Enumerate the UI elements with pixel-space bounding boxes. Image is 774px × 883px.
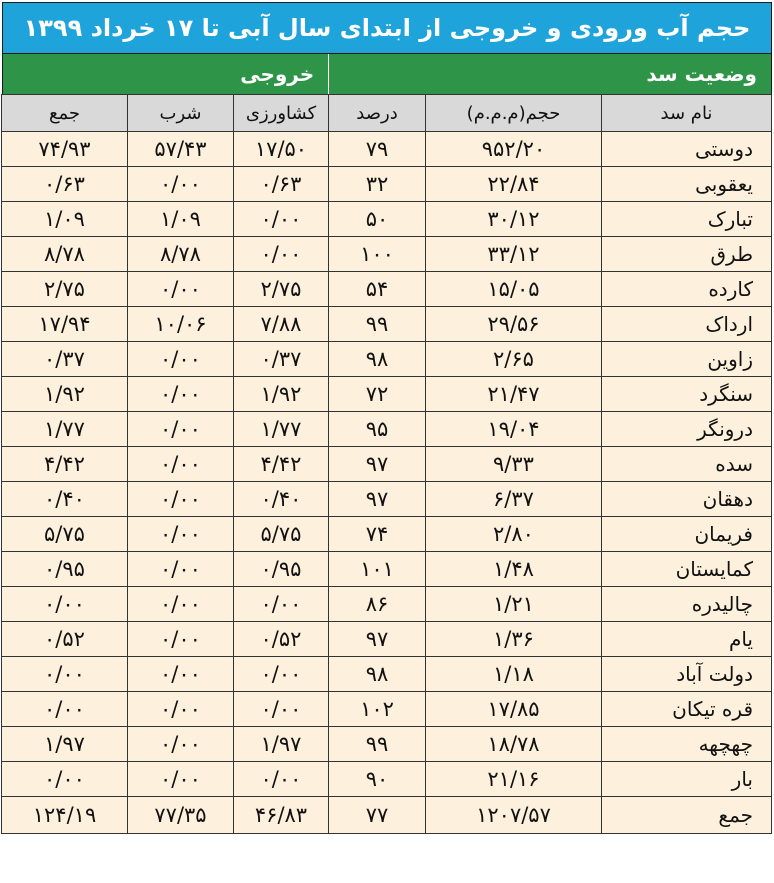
agriculture-cell: ۱/۷۷: [234, 412, 329, 447]
agriculture-cell: ۰/۰۰: [234, 762, 329, 797]
volume-cell: ۹۵۲/۲۰: [426, 132, 602, 167]
dam-name-cell: چالیدره: [602, 587, 772, 622]
drinking-cell: ۰/۰۰: [128, 412, 234, 447]
table-row: [2, 587, 772, 622]
dam-name-cell: زاوین: [602, 342, 772, 377]
total-cell: ۰/۴۰: [2, 482, 128, 517]
agriculture-cell: ۰/۰۰: [234, 692, 329, 727]
header-row: [2, 95, 772, 132]
header-agriculture: کشاورزی: [234, 95, 329, 132]
drinking-cell: ۰/۰۰: [128, 552, 234, 587]
dam-name-cell: فریمان: [602, 517, 772, 552]
table-row: [2, 377, 772, 412]
drinking-cell: ۰/۰۰: [128, 517, 234, 552]
dam-name-cell: سنگرد: [602, 377, 772, 412]
dam-name-cell: ارداک: [602, 307, 772, 342]
table-row: [2, 132, 772, 167]
group-dam-status: وضعیت سد: [329, 54, 771, 94]
total-cell: ۱۷/۹۴: [2, 307, 128, 342]
table-row: [2, 167, 772, 202]
volume-cell: ۲۹/۵۶: [426, 307, 602, 342]
dam-name-cell: چهچهه: [602, 727, 772, 762]
percent-cell: ۹۹: [329, 307, 426, 342]
total-cell: ۲/۷۵: [2, 272, 128, 307]
volume-cell: ۱۲۰۷/۵۷: [426, 797, 602, 834]
volume-cell: ۶/۳۷: [426, 482, 602, 517]
dam-table: [1, 94, 772, 834]
table-row: [2, 622, 772, 657]
drinking-cell: ۷۷/۳۵: [128, 797, 234, 834]
dam-name-cell: تبارک: [602, 202, 772, 237]
dam-name-cell: قره تیکان: [602, 692, 772, 727]
percent-cell: ۷۷: [329, 797, 426, 834]
table-row: [2, 552, 772, 587]
volume-cell: ۱۹/۰۴: [426, 412, 602, 447]
agriculture-cell: ۰/۰۰: [234, 237, 329, 272]
agriculture-cell: ۰/۰۰: [234, 202, 329, 237]
percent-cell: ۷۴: [329, 517, 426, 552]
volume-cell: ۲۱/۴۷: [426, 377, 602, 412]
percent-cell: ۷۲: [329, 377, 426, 412]
percent-cell: ۹۰: [329, 762, 426, 797]
table-row: [2, 762, 772, 797]
table-body: [2, 132, 772, 834]
volume-cell: ۱/۳۶: [426, 622, 602, 657]
drinking-cell: ۰/۰۰: [128, 377, 234, 412]
percent-cell: ۹۵: [329, 412, 426, 447]
percent-cell: ۱۰۱: [329, 552, 426, 587]
agriculture-cell: ۱۷/۵۰: [234, 132, 329, 167]
percent-cell: ۵۴: [329, 272, 426, 307]
total-row: [2, 797, 772, 834]
agriculture-cell: ۰/۳۷: [234, 342, 329, 377]
total-cell: ۵/۷۵: [2, 517, 128, 552]
total-cell: ۰/۵۲: [2, 622, 128, 657]
table-row: [2, 202, 772, 237]
agriculture-cell: ۰/۰۰: [234, 657, 329, 692]
drinking-cell: ۰/۰۰: [128, 272, 234, 307]
table-row: [2, 727, 772, 762]
table-row: [2, 307, 772, 342]
table-row: [2, 447, 772, 482]
percent-cell: ۹۹: [329, 727, 426, 762]
total-cell: ۴/۴۲: [2, 447, 128, 482]
drinking-cell: ۰/۰۰: [128, 342, 234, 377]
dam-name-cell: کارده: [602, 272, 772, 307]
percent-cell: ۹۷: [329, 622, 426, 657]
table-row: [2, 482, 772, 517]
volume-cell: ۳۳/۱۲: [426, 237, 602, 272]
table-title: حجم آب ورودی و خروجی از ابتدای سال آبی تا ۱۷ خرداد ۱۳۹۹: [2, 2, 772, 54]
dam-name-cell: یام: [602, 622, 772, 657]
total-cell: ۰/۰۰: [2, 587, 128, 622]
agriculture-cell: ۰/۹۵: [234, 552, 329, 587]
total-cell: ۰/۰۰: [2, 762, 128, 797]
dam-name-cell: دولت آباد: [602, 657, 772, 692]
drinking-cell: ۰/۰۰: [128, 727, 234, 762]
table-row: [2, 237, 772, 272]
agriculture-cell: ۴۶/۸۳: [234, 797, 329, 834]
table-row: [2, 517, 772, 552]
agriculture-cell: ۱/۹۷: [234, 727, 329, 762]
drinking-cell: ۰/۰۰: [128, 762, 234, 797]
volume-cell: ۱۵/۰۵: [426, 272, 602, 307]
percent-cell: ۹۷: [329, 482, 426, 517]
dam-name-cell: درونگر: [602, 412, 772, 447]
drinking-cell: ۸/۷۸: [128, 237, 234, 272]
total-cell: ۷۴/۹۳: [2, 132, 128, 167]
percent-cell: ۱۰۰: [329, 237, 426, 272]
header-percent: درصد: [329, 95, 426, 132]
volume-cell: ۱/۴۸: [426, 552, 602, 587]
table-row: [2, 657, 772, 692]
volume-cell: ۲۱/۱۶: [426, 762, 602, 797]
drinking-cell: ۱۰/۰۶: [128, 307, 234, 342]
volume-cell: ۱۸/۷۸: [426, 727, 602, 762]
percent-cell: ۵۰: [329, 202, 426, 237]
agriculture-cell: ۴/۴۲: [234, 447, 329, 482]
total-cell: ۱/۷۷: [2, 412, 128, 447]
dam-name-cell: سده: [602, 447, 772, 482]
table-row: [2, 272, 772, 307]
drinking-cell: ۰/۰۰: [128, 167, 234, 202]
drinking-cell: ۱/۰۹: [128, 202, 234, 237]
agriculture-cell: ۰/۴۰: [234, 482, 329, 517]
dam-name-cell: طرق: [602, 237, 772, 272]
drinking-cell: ۰/۰۰: [128, 622, 234, 657]
table-row: [2, 692, 772, 727]
total-cell: ۰/۶۳: [2, 167, 128, 202]
volume-cell: ۲/۸۰: [426, 517, 602, 552]
volume-cell: ۳۰/۱۲: [426, 202, 602, 237]
header-drinking: شرب: [128, 95, 234, 132]
agriculture-cell: ۷/۸۸: [234, 307, 329, 342]
volume-cell: ۱۷/۸۵: [426, 692, 602, 727]
group-output: خروجی: [3, 54, 328, 94]
percent-cell: ۹۸: [329, 342, 426, 377]
drinking-cell: ۵۷/۴۳: [128, 132, 234, 167]
total-cell: ۸/۷۸: [2, 237, 128, 272]
drinking-cell: ۰/۰۰: [128, 482, 234, 517]
dam-name-cell: جمع: [602, 797, 772, 834]
total-cell: ۱/۹۲: [2, 377, 128, 412]
header-dam-name: نام سد: [602, 95, 772, 132]
total-cell: ۰/۰۰: [2, 657, 128, 692]
percent-cell: ۱۰۲: [329, 692, 426, 727]
dam-name-cell: دهقان: [602, 482, 772, 517]
total-cell: ۰/۳۷: [2, 342, 128, 377]
percent-cell: ۳۲: [329, 167, 426, 202]
drinking-cell: ۰/۰۰: [128, 657, 234, 692]
total-cell: ۱/۰۹: [2, 202, 128, 237]
total-cell: ۰/۰۰: [2, 692, 128, 727]
dam-name-cell: دوستی: [602, 132, 772, 167]
percent-cell: ۹۷: [329, 447, 426, 482]
agriculture-cell: ۰/۰۰: [234, 587, 329, 622]
drinking-cell: ۰/۰۰: [128, 447, 234, 482]
volume-cell: ۱/۲۱: [426, 587, 602, 622]
percent-cell: ۸۶: [329, 587, 426, 622]
table-row: [2, 342, 772, 377]
agriculture-cell: ۲/۷۵: [234, 272, 329, 307]
volume-cell: ۹/۳۳: [426, 447, 602, 482]
dam-table-figure: [2, 2, 772, 862]
volume-cell: ۱/۱۸: [426, 657, 602, 692]
dam-name-cell: کمایستان: [602, 552, 772, 587]
percent-cell: ۹۸: [329, 657, 426, 692]
volume-cell: ۲/۶۵: [426, 342, 602, 377]
total-cell: ۱۲۴/۱۹: [2, 797, 128, 834]
percent-cell: ۷۹: [329, 132, 426, 167]
header-volume: حجم(م.م.م): [426, 95, 602, 132]
volume-cell: ۲۲/۸۴: [426, 167, 602, 202]
column-groups: [2, 54, 772, 94]
agriculture-cell: ۰/۶۳: [234, 167, 329, 202]
total-cell: ۰/۹۵: [2, 552, 128, 587]
header-total: جمع: [2, 95, 128, 132]
drinking-cell: ۰/۰۰: [128, 587, 234, 622]
drinking-cell: ۰/۰۰: [128, 692, 234, 727]
agriculture-cell: ۱/۹۲: [234, 377, 329, 412]
agriculture-cell: ۰/۵۲: [234, 622, 329, 657]
agriculture-cell: ۵/۷۵: [234, 517, 329, 552]
dam-name-cell: بار: [602, 762, 772, 797]
total-cell: ۱/۹۷: [2, 727, 128, 762]
table-row: [2, 412, 772, 447]
dam-name-cell: یعقوبی: [602, 167, 772, 202]
